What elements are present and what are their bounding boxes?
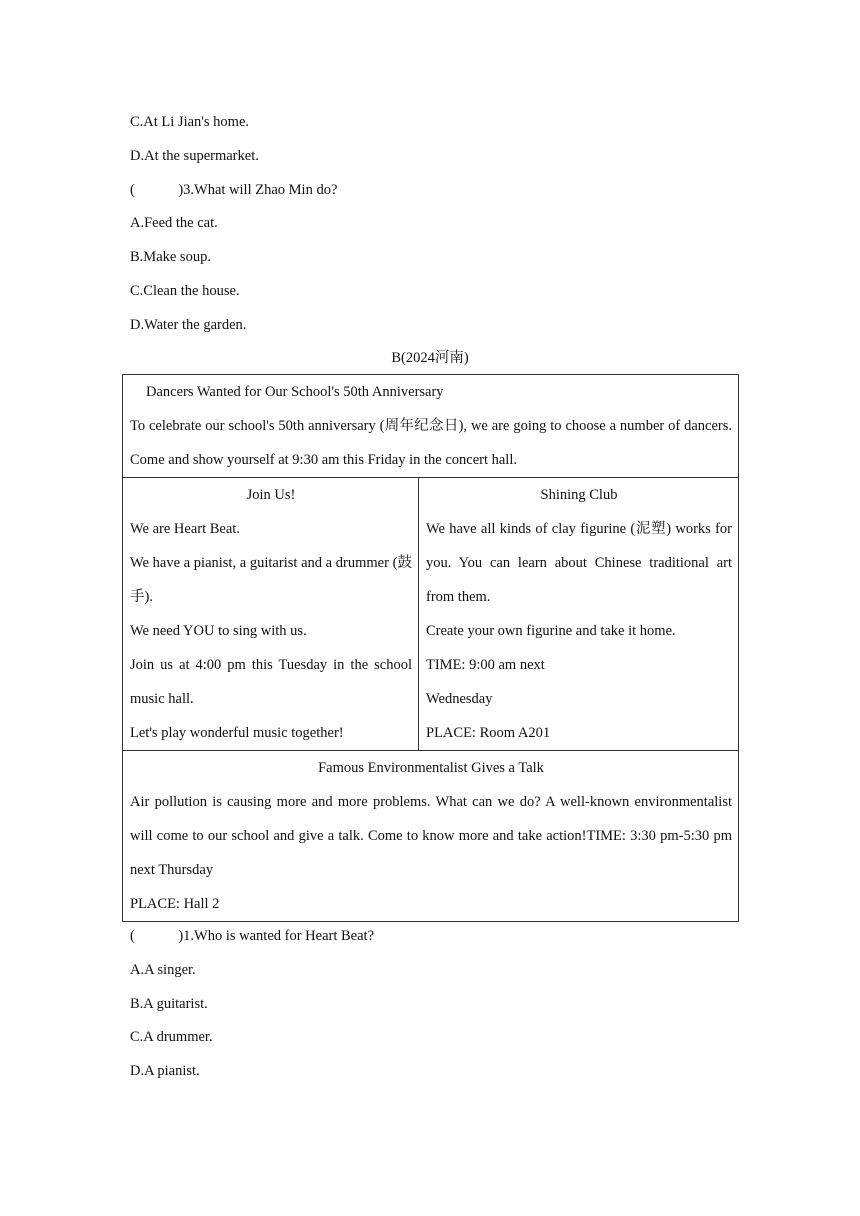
notice-board-table [122,374,739,922]
option-c: C.At Li Jian's home. [130,114,250,130]
notice-heart-beat [123,478,419,751]
question-stem: ( )3.What will Zhao Min do? [130,182,338,198]
notice-title: Famous Environmentalist Gives a Talk [318,760,544,776]
notice-line: We have a pianist, a guitarist and a drummer (鼓手). [130,555,412,605]
option-d: D.At the supermarket. [130,148,259,164]
section-b-title: B(2024河南) [391,350,469,366]
option-a: A.A singer. [130,962,196,978]
option-c: C.Clean the house. [130,283,240,299]
notice-line: Join us at 4:00 pm this Tuesday in the school music hall. [130,657,412,707]
notice-line: Wednesday [426,691,493,707]
notice-line: TIME: 9:00 am next [426,657,545,673]
option-d: D.Water the garden. [130,317,247,333]
notice-line: We need YOU to sing with us. [130,623,307,639]
notice-body: Air pollution is causing more and more problems. What can we do? A well-known environmentalist will come to our school and give a talk. Come to know more and take action!TIME: 3:30 pm-5:30 pm next Thursday [130,794,732,878]
question-stem: ( )1.Who is wanted for Heart Beat? [130,928,375,944]
notice-line: We have all kinds of clay figurine (泥塑) works for you. You can learn about Chinese traditional art from them. [426,521,732,605]
notice-place: PLACE: Hall 2 [130,896,220,912]
notice-title: Join Us! [246,487,296,503]
notice-line: PLACE: Room A201 [426,725,551,741]
option-a: A.Feed the cat. [130,215,218,231]
option-d: D.A pianist. [130,1063,200,1079]
option-c: C.A drummer. [130,1029,213,1045]
option-b: B.A guitarist. [130,996,208,1012]
notice-environment-talk [123,751,739,922]
notice-line: We are Heart Beat. [130,521,240,537]
notice-title: Dancers Wanted for Our School's 50th Anniversary [146,384,444,400]
notice-title: Shining Club [540,487,618,503]
notice-line: Create your own figurine and take it home. [426,623,676,639]
notice-line: Let's play wonderful music together! [130,725,344,741]
notice-body: To celebrate our school's 50th anniversary (周年纪念日), we are going to choose a number of dancers. Come and show yourself at 9:30 am this Friday in the concert hall. [130,418,732,468]
option-b: B.Make soup. [130,249,211,265]
notice-dancers-wanted [123,375,739,478]
notice-shining-club [419,478,739,751]
